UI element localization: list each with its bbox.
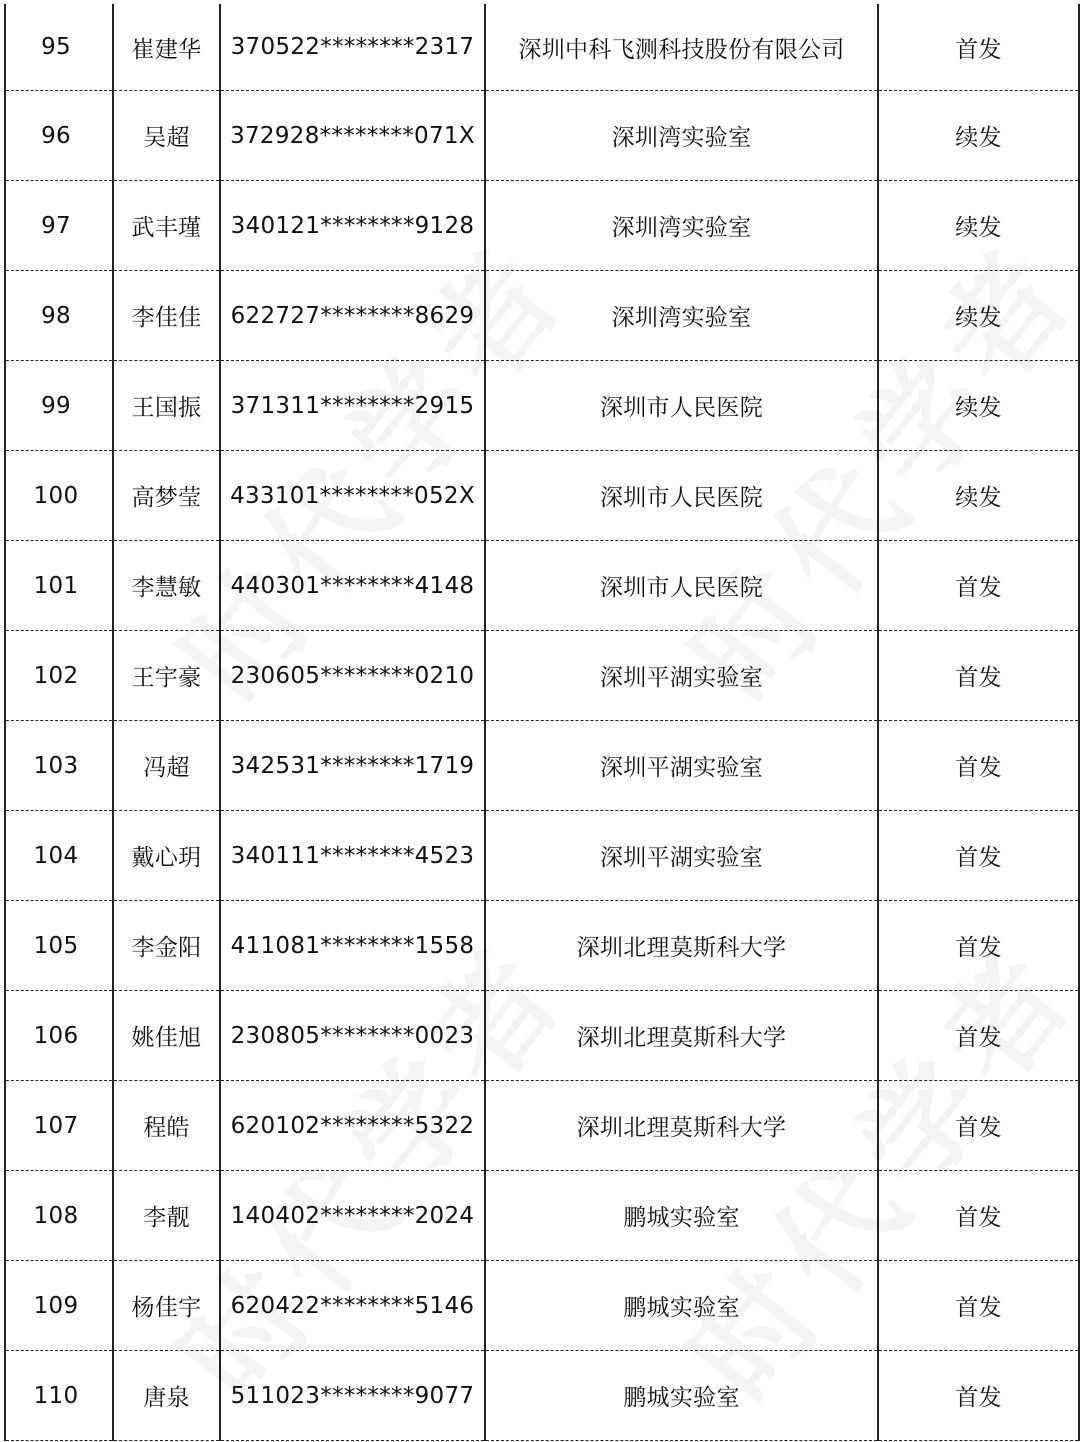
organization-cell: 深圳湾实验室 <box>485 271 878 361</box>
name-cell: 唐泉 <box>113 1351 220 1441</box>
row-number-cell: 105 <box>5 901 113 991</box>
issue-type-cell: 首发 <box>878 4 1079 91</box>
id-number-cell: 340121********9128 <box>220 181 485 271</box>
table-row <box>5 541 1079 631</box>
table-row <box>5 1171 1079 1261</box>
table-row <box>5 181 1079 271</box>
id-number-cell: 340111********4523 <box>220 811 485 901</box>
recipient-table <box>4 4 1080 1441</box>
name-cell: 冯超 <box>113 721 220 811</box>
row-number-cell: 104 <box>5 811 113 901</box>
name-cell: 李金阳 <box>113 901 220 991</box>
organization-cell: 深圳市人民医院 <box>485 361 878 451</box>
table-row <box>5 631 1079 721</box>
issue-type-cell: 首发 <box>878 1261 1079 1351</box>
name-cell: 程皓 <box>113 1081 220 1171</box>
issue-type-cell: 续发 <box>878 361 1079 451</box>
id-number-cell: 372928********071X <box>220 91 485 181</box>
table-row <box>5 1351 1079 1441</box>
table-row <box>5 901 1079 991</box>
row-number-cell: 109 <box>5 1261 113 1351</box>
name-cell: 吴超 <box>113 91 220 181</box>
organization-cell: 深圳平湖实验室 <box>485 631 878 721</box>
organization-cell: 深圳北理莫斯科大学 <box>485 1081 878 1171</box>
row-number-cell: 101 <box>5 541 113 631</box>
row-number-cell: 108 <box>5 1171 113 1261</box>
row-number-cell: 98 <box>5 271 113 361</box>
row-number-cell: 96 <box>5 91 113 181</box>
id-number-cell: 622727********8629 <box>220 271 485 361</box>
id-number-cell: 371311********2915 <box>220 361 485 451</box>
issue-type-cell: 续发 <box>878 181 1079 271</box>
table-row <box>5 721 1079 811</box>
row-number-cell: 110 <box>5 1351 113 1441</box>
row-number-cell: 106 <box>5 991 113 1081</box>
id-number-cell: 342531********1719 <box>220 721 485 811</box>
id-number-cell: 140402********2024 <box>220 1171 485 1261</box>
organization-cell: 鹏城实验室 <box>485 1351 878 1441</box>
issue-type-cell: 首发 <box>878 1171 1079 1261</box>
table-row <box>5 271 1079 361</box>
organization-cell: 深圳北理莫斯科大学 <box>485 901 878 991</box>
id-number-cell: 511023********9077 <box>220 1351 485 1441</box>
table-row <box>5 1081 1079 1171</box>
organization-cell: 深圳北理莫斯科大学 <box>485 991 878 1081</box>
name-cell: 王国振 <box>113 361 220 451</box>
id-number-cell: 230605********0210 <box>220 631 485 721</box>
name-cell: 王宇豪 <box>113 631 220 721</box>
issue-type-cell: 首发 <box>878 1081 1079 1171</box>
issue-type-cell: 首发 <box>878 541 1079 631</box>
issue-type-cell: 首发 <box>878 901 1079 991</box>
table-body <box>5 4 1079 1441</box>
row-number-cell: 97 <box>5 181 113 271</box>
table-row <box>5 991 1079 1081</box>
name-cell: 戴心玥 <box>113 811 220 901</box>
table-row <box>5 811 1079 901</box>
issue-type-cell: 首发 <box>878 631 1079 721</box>
table-row <box>5 361 1079 451</box>
row-number-cell: 100 <box>5 451 113 541</box>
organization-cell: 深圳市人民医院 <box>485 541 878 631</box>
name-cell: 李靓 <box>113 1171 220 1261</box>
name-cell: 李慧敏 <box>113 541 220 631</box>
issue-type-cell: 首发 <box>878 811 1079 901</box>
organization-cell: 鹏城实验室 <box>485 1261 878 1351</box>
organization-cell: 深圳平湖实验室 <box>485 811 878 901</box>
row-number-cell: 103 <box>5 721 113 811</box>
issue-type-cell: 首发 <box>878 991 1079 1081</box>
table-row <box>5 91 1079 181</box>
table-row <box>5 451 1079 541</box>
row-number-cell: 99 <box>5 361 113 451</box>
organization-cell: 深圳平湖实验室 <box>485 721 878 811</box>
id-number-cell: 230805********0023 <box>220 991 485 1081</box>
id-number-cell: 440301********4148 <box>220 541 485 631</box>
id-number-cell: 370522********2317 <box>220 4 485 91</box>
table-row <box>5 1261 1079 1351</box>
name-cell: 高梦莹 <box>113 451 220 541</box>
organization-cell: 深圳湾实验室 <box>485 91 878 181</box>
name-cell: 姚佳旭 <box>113 991 220 1081</box>
name-cell: 李佳佳 <box>113 271 220 361</box>
organization-cell: 深圳市人民医院 <box>485 451 878 541</box>
issue-type-cell: 续发 <box>878 451 1079 541</box>
organization-cell: 深圳湾实验室 <box>485 181 878 271</box>
name-cell: 杨佳宇 <box>113 1261 220 1351</box>
row-number-cell: 95 <box>5 4 113 91</box>
id-number-cell: 620422********5146 <box>220 1261 485 1351</box>
issue-type-cell: 续发 <box>878 271 1079 361</box>
name-cell: 武丰瑾 <box>113 181 220 271</box>
id-number-cell: 620102********5322 <box>220 1081 485 1171</box>
name-cell: 崔建华 <box>113 4 220 91</box>
row-number-cell: 107 <box>5 1081 113 1171</box>
organization-cell: 鹏城实验室 <box>485 1171 878 1261</box>
issue-type-cell: 首发 <box>878 1351 1079 1441</box>
row-number-cell: 102 <box>5 631 113 721</box>
organization-cell: 深圳中科飞测科技股份有限公司 <box>485 4 878 91</box>
issue-type-cell: 续发 <box>878 91 1079 181</box>
table-row <box>5 4 1079 91</box>
issue-type-cell: 首发 <box>878 721 1079 811</box>
id-number-cell: 411081********1558 <box>220 901 485 991</box>
id-number-cell: 433101********052X <box>220 451 485 541</box>
